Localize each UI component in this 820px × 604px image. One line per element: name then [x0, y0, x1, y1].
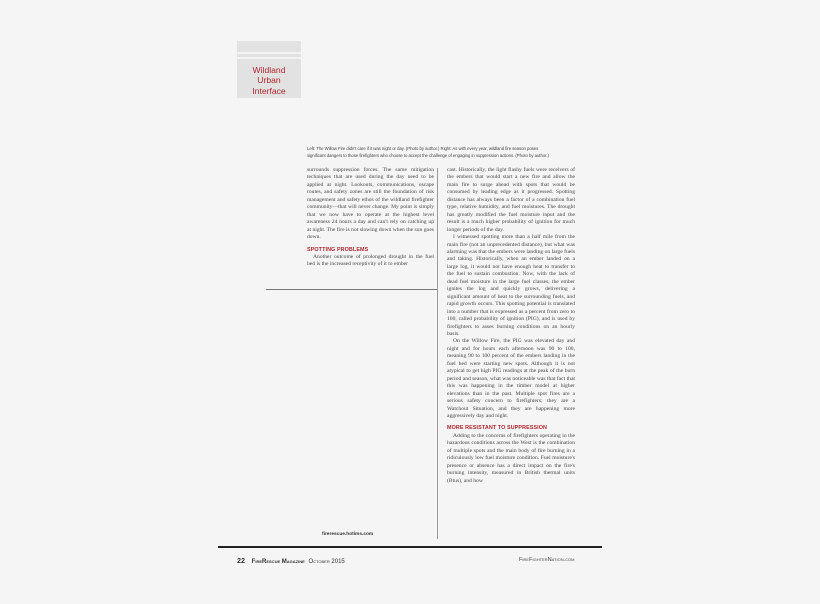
subhead-spotting-problems: SPOTTING PROBLEMS [307, 246, 369, 253]
section-label-line2: Urban [257, 75, 281, 86]
body-paragraph: I witnessed spotting more than a half mile from the main fire (not an unprecedented distance), but what was alarming was that the embers were landing on large fuels and taking. Historically, when an ember landed on a large log, it would not have enough heat to transfer to the fuel to sustain combustion. Now, with the lack of dead fuel moisture in the large fuel classes, the ember ignites the log and quickly grows, delivering a significant amount of heat to the surrounding fuels, and rapid growth occurs. This spotting potential is translated into a number that is expressed as a percent from zero to 100, called probability of ignition (PIG), and is used by firefighters to asses burning conditions on an hourly basis. [447, 234, 575, 337]
folio [237, 556, 345, 565]
section-tab [237, 41, 301, 98]
decorative-stripes [237, 52, 301, 64]
body-paragraph: On the Willow Fire, the PIG was elevated day and night and for hours each afternoon was 90 to 100, meaning 90 to 100 percent of the embers landing in the fuel bed were starting new spots. Although it is not atypical to get high PIG readings at the peak of the burn period and season, what was noticeable was that fact that this was happening in the timber model at higher elevations than in the past. Multiple spot fires are a serious safety concern to firefighters; they are a Watchout Situation, and they are happening more aggressively day and night. [447, 338, 575, 419]
left-column [307, 167, 434, 269]
website-link[interactable]: FireFighterNation.com [519, 557, 575, 563]
magazine-name: FireRescue Magazine [251, 559, 305, 565]
section-label-line1: Wildland [252, 65, 286, 75]
column-divider [437, 168, 438, 539]
section-label-line3: Interface [252, 85, 286, 96]
ad-url-link[interactable]: firerescue.hotims.com [322, 532, 374, 537]
photo-caption: Left: The Willow Fire didn't care if it was night or day. (Photo by author.) Right: As with every year, wildland fire season poses significant dangers to those firefighters who choose to accept the challenge of engaging in suppression actions. (Photo by author.) [307, 146, 549, 158]
body-paragraph: Adding to the concerns of firefighters operating in the hazardous conditions across the West is the combination of multiple spots and the main body of fire burning in a ridiculously low fuel moisture condition. Fuel moisture's presence or absence has a direct impact on the fire's burning intensity, measured in British thermal units (Btus), and how [447, 432, 575, 484]
section-label [237, 65, 301, 96]
body-paragraph: surrounds suppression forces. The same mitigation techniques that are used during the day need to be applied at night. Lookouts, communications, escape routes, and safety zones are still the foundation of risk management and safety ethos of the wildland firefighter community—that will never change. My point is simply that we now have to operate at the highest level awareness 24 hours a day and can't rely on catching up at night. The fire is not slowing down when the sun goes down. [307, 167, 434, 241]
footer-rule [218, 546, 602, 548]
ad-box-border [266, 289, 437, 290]
page-number: 22 [237, 556, 245, 565]
issue-date: October 2015 [308, 559, 345, 565]
body-paragraph: Another outcome of prolonged drought in the fuel bed is the increased receptivity of it to ember [307, 254, 434, 268]
right-column [447, 167, 575, 485]
body-paragraph: cast. Historically, the light flashy fuels were receivers of the embers that would start a new fire and allow the main fire to surge ahead with spots that would be consumed by leading edge as it progressed. Spotting distance has always been a factor of a combination fuel type, relative humidity, and fuel moistures. The drought has greatly modified the fuel moisture input and the result is a much higher probability of ignition for much longer periods of the day. [447, 167, 575, 233]
subhead-more-resistant: MORE RESISTANT TO SUPPRESSION [447, 425, 548, 432]
